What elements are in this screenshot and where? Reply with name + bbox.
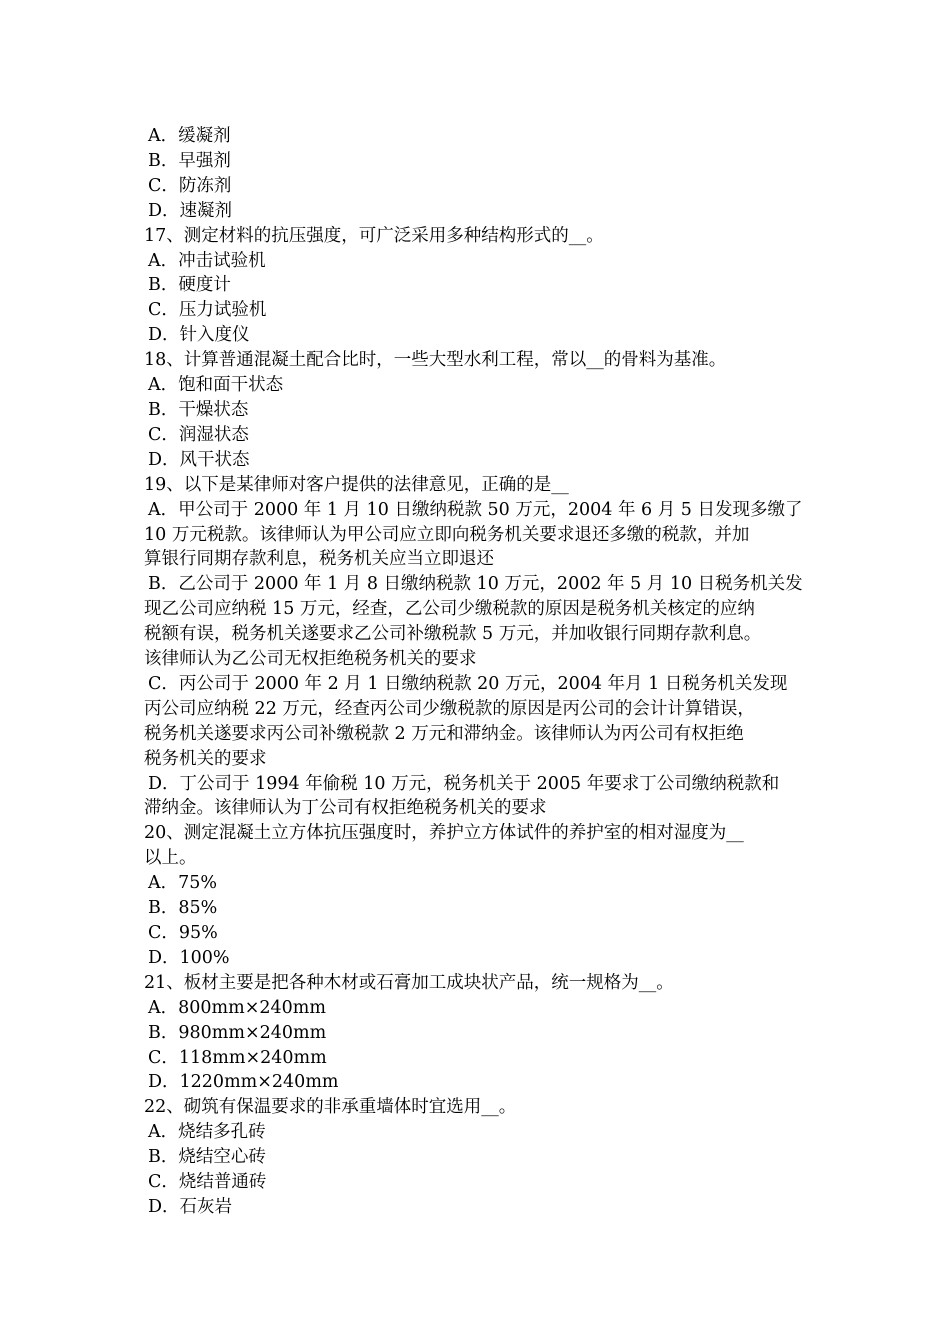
question-line: 21、板材主要是把各种木材或石膏加工成块状产品，统一规格为__。	[144, 972, 674, 993]
answer-option: C．压力试验机	[148, 300, 267, 321]
answer-option: A．饱和面干状态	[148, 375, 284, 396]
answer-option: B．980mm×240mm	[148, 1022, 327, 1043]
text-line: 税务机关遂要求丙公司补缴税款 2 万元和滞纳金。该律师认为丙公司有权拒绝	[144, 723, 744, 744]
text-line: 现乙公司应纳税 15 万元，经查，乙公司少缴税款的原因是税务机关核定的应纳	[144, 599, 755, 620]
question-line: 18、计算普通混凝土配合比时，一些大型水利工程，常以__的骨料为基准。	[144, 350, 727, 371]
answer-option: A．缓凝剂	[148, 126, 231, 146]
question-line: 22、砌筑有保温要求的非承重墙体时宜选用__。	[144, 1097, 517, 1118]
answer-option: A．甲公司于 2000 年 1 月 10 日缴纳税款 50 万元，2004 年 6 月 5 日发现多缴了	[148, 499, 803, 520]
answer-option: D．风干状态	[148, 449, 250, 470]
answer-option: B．干燥状态	[148, 399, 249, 420]
text-line: 该律师认为乙公司无权拒绝税务机关的要求	[144, 649, 477, 670]
answer-option: C．防冻剂	[148, 175, 232, 196]
answer-option: B．早强剂	[148, 150, 231, 171]
answer-option: B．乙公司于 2000 年 1 月 8 日缴纳税款 10 万元，2002 年 5 月 10 日税务机关发	[148, 574, 803, 595]
answer-option: C．95%	[148, 923, 218, 943]
answer-option: A．800mm×240mm	[148, 997, 326, 1018]
text-line: 10 万元税款。该律师认为甲公司应立即向税务机关要求退还多缴的税款，并加	[144, 524, 750, 545]
answer-option: D．速凝剂	[148, 200, 233, 221]
answer-option: C．烧结普通砖	[148, 1172, 267, 1193]
answer-option: D．1220mm×240mm	[148, 1072, 339, 1093]
question-line: 20、测定混凝土立方体抗压强度时，养护立方体试件的养护室的相对湿度为__	[144, 823, 744, 844]
question-line: 19、以下是某律师对客户提供的法律意见，正确的是__	[144, 474, 569, 495]
answer-option: A．75%	[148, 873, 218, 894]
document-body	[144, 124, 824, 1220]
answer-option: B．硬度计	[148, 275, 231, 296]
answer-option: B．85%	[148, 898, 218, 919]
answer-option: D．针入度仪	[148, 325, 250, 346]
question-line: 17、测定材料的抗压强度，可广泛采用多种结构形式的__。	[144, 225, 604, 246]
answer-option: D．100%	[148, 947, 230, 968]
answer-option: A．烧结多孔砖	[148, 1122, 266, 1143]
answer-option: D．丁公司于 1994 年偷税 10 万元，税务机关于 2005 年要求丁公司缴纳税款和	[148, 773, 780, 794]
answer-option: D．石灰岩	[148, 1196, 233, 1217]
text-line: 以上。	[144, 848, 197, 869]
answer-option: C．润湿状态	[148, 424, 249, 445]
text-line: 税额有误，税务机关遂要求乙公司补缴税款 5 万元，并加收银行同期存款利息。	[144, 624, 762, 645]
answer-option: C．118mm×240mm	[148, 1047, 327, 1068]
text-line: 算银行同期存款利息，税务机关应当立即退还	[144, 549, 494, 570]
answer-option: C．丙公司于 2000 年 2 月 1 日缴纳税款 20 万元，2004 年月 1 日税务机关发现	[148, 673, 788, 694]
answer-option: B．烧结空心砖	[148, 1147, 266, 1168]
text-line: 税务机关的要求	[144, 748, 267, 769]
text-line: 滞纳金。该律师认为丁公司有权拒绝税务机关的要求	[144, 798, 547, 819]
answer-option: A．冲击试验机	[148, 250, 266, 271]
text-line: 丙公司应纳税 22 万元，经查丙公司少缴税款的原因是丙公司的会计计算错误，	[144, 698, 755, 719]
